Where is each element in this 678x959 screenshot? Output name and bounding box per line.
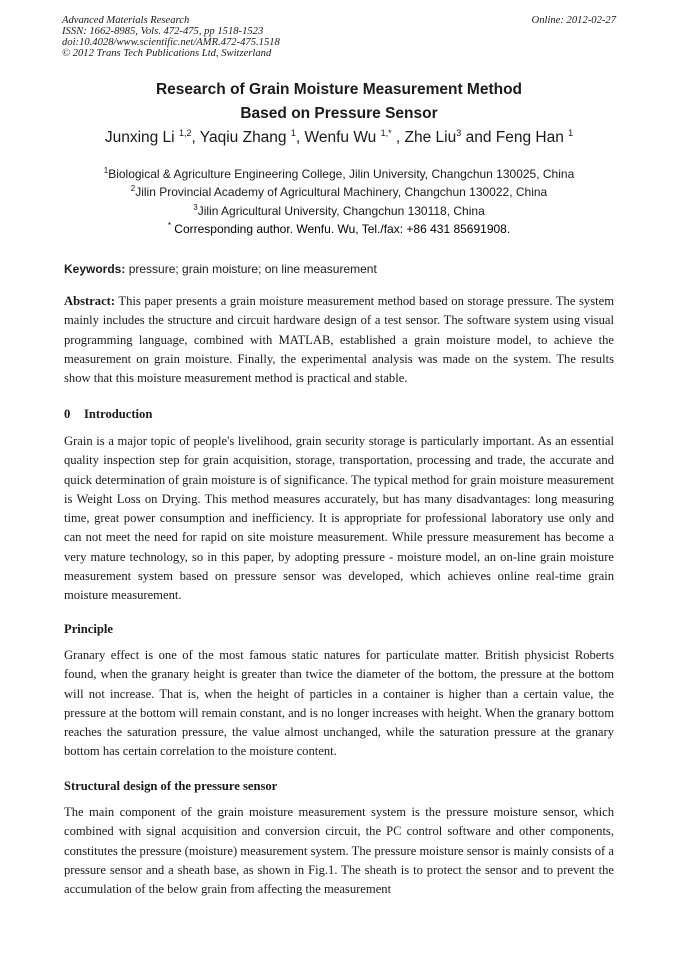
- affiliation-mark: 2: [130, 184, 136, 193]
- author-name: Wenfu Wu: [304, 129, 377, 146]
- online-date: Online: 2012-02-27: [531, 15, 616, 26]
- keywords-text: pressure; grain moisture; on line measurement: [125, 262, 377, 276]
- doi-line[interactable]: doi:10.4028/www.scientific.net/AMR.472-475.1518: [62, 37, 280, 48]
- corresponding-author-text: Corresponding author. Wenfu. Wu, Tel./fax: +86 431 85691908.: [170, 222, 511, 236]
- paper-title-line-1: Research of Grain Moisture Measurement Method: [155, 81, 523, 98]
- structural-design-paragraph: The main component of the grain moisture measurement system is the pressure moisture sensor, which combined with signal acquisition and conversion circuit, the PC control software and other components, constitutes the pressure (moisture) measurement system. The pressure moisture sensor is mainly consists of a pressure sensor and a sheath base, as shown in Fig.1. The sheath is to protect the sensor and to prevent the accumulation of the below grain from affecting the measurement: [64, 805, 614, 897]
- principle-paragraph: Granary effect is one of the most famous static natures for particulate matter. British physicist Roberts found, when the granary height is greater than twice the diameter of the bottom, the pressure at the bottom will not increase. That is, when the height of particles in a container is higher than a certain value, the pressure at the bottom will remain constant, and is no longer increases with height. When the granary bottom reaches the saturation pressure, the value almost unchanged, while the saturation pressure at the granary bottom has certain correlation to the moisture content.: [64, 648, 614, 759]
- section-heading-principle: Principle: [64, 622, 113, 636]
- journal-header: [62, 15, 616, 59]
- journal-name: Advanced Materials Research: [62, 15, 190, 26]
- section-number: 0: [64, 407, 71, 421]
- author-affiliation-mark: 1,*: [380, 128, 392, 138]
- corresponding-author: [0, 221, 678, 236]
- affiliation-2: [0, 184, 678, 199]
- author-separator: ,: [191, 129, 200, 146]
- abstract-paragraph: [64, 292, 614, 388]
- section-heading-structural-design: Structural design of the pressure sensor: [64, 779, 278, 793]
- author-affiliation-mark: 3: [456, 128, 462, 138]
- author-separator: ,: [295, 129, 305, 146]
- section-heading-introduction: [64, 407, 152, 422]
- author-affiliation-mark: 1: [568, 128, 574, 138]
- keywords-line: [64, 262, 377, 276]
- abstract-label: Abstract:: [64, 294, 116, 308]
- section-title: Introduction: [84, 407, 153, 421]
- author-affiliation-mark: 1,2: [178, 128, 192, 138]
- author-separator: ,: [391, 129, 405, 146]
- affiliation-3: [0, 203, 678, 218]
- author-name: Feng Han: [495, 129, 564, 146]
- keywords-label: Keywords:: [64, 262, 126, 276]
- affiliation-mark: 1: [103, 166, 109, 175]
- affiliation-text: Biological & Agriculture Engineering College, Jilin University, Changchun 130025, China: [108, 167, 575, 181]
- affiliation-1: [0, 166, 678, 181]
- author-name: Junxing Li: [104, 129, 175, 146]
- abstract-text: This paper presents a grain moisture measurement method based on storage pressure. The system mainly includes the structure and circuit hardware design of a test sensor. The software system using visual programming language, combined with MATLAB, established a grain moisture model, to achieve the measurement on grain moisture. Finally, the experimental analysis was made on the system. The results show that this moisture measurement method is practical and stable.: [64, 294, 614, 386]
- issn-line: ISSN: 1662-8985, Vols. 472-475, pp 1518-1523: [62, 26, 264, 37]
- paper-title-line-2: Based on Pressure Sensor: [240, 105, 438, 122]
- affiliation-mark: *: [167, 221, 171, 230]
- author-affiliation-mark: 1: [290, 128, 296, 138]
- author-name: Zhe Liu: [404, 129, 457, 146]
- author-separator: and: [461, 129, 496, 146]
- affiliation-mark: 3: [193, 203, 198, 212]
- author-name: Yaqiu Zhang: [199, 129, 287, 146]
- author-list: [0, 128, 678, 147]
- copyright-line: © 2012 Trans Tech Publications Ltd, Switzerland: [62, 48, 272, 59]
- affiliation-text: Jilin Agricultural University, Changchun 130118, China: [197, 204, 485, 218]
- introduction-paragraph: Grain is a major topic of people's livelihood, grain security storage is particularly important. As an essential quality inspection step for grain acquisition, storage, transportation, processing and trade, the accurate and quick determination of grain moisture is of significance. The typical method for grain moisture measurement is Weight Loss on Drying. This method measures accurately, but has many disadvantages: long measuring time, great power consumption and inefficiency. It is appropriate for professional laboratory use only and can not meet the need for rapid on site moisture measurement. While pressure measurement has become a very mature technology, so in this paper, by adopting pressure - moisture model, an on-line grain moisture measurement system based on pressure sensor was developed, which achieves online real-time grain moisture measurement.: [64, 434, 614, 603]
- affiliation-text: Jilin Provincial Academy of Agricultural Machinery, Changchun 130022, China: [135, 185, 548, 199]
